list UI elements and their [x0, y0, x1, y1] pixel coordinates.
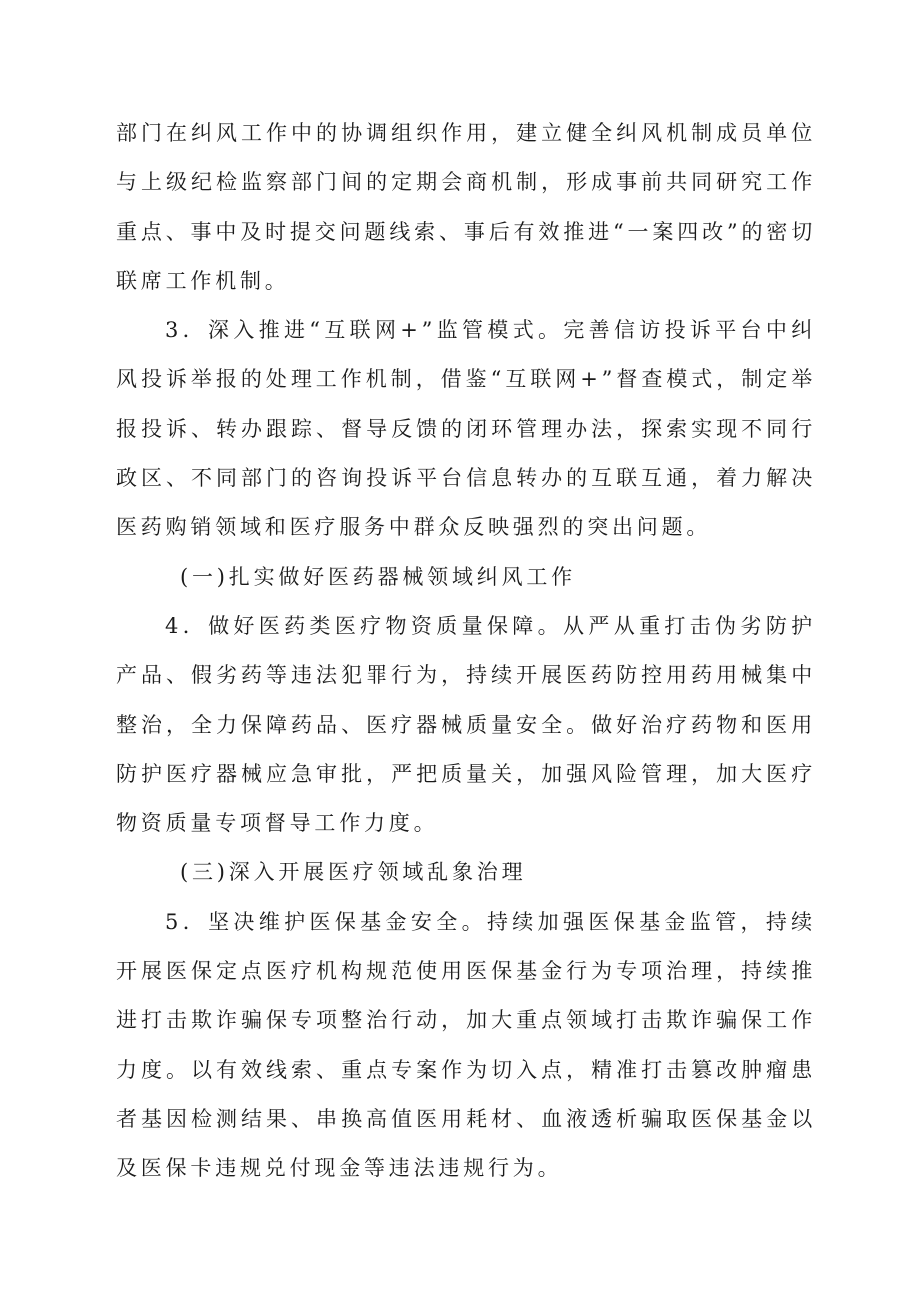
section-heading-medical-disorder: (三)深入开展医疗领域乱象治理: [180, 860, 527, 885]
paragraph-coordination-mechanism: 部门在纠风工作中的协调组织作用，建立健全纠风机制成员单位与上级纪检监察部门间的定期会商机制，形成事前共同研究工作重点、事中及时提交问题线索、事后有效推进“一案四改”的密切联席工作机制。: [116, 121, 816, 293]
section-heading-medical-devices: (一)扎实做好医药器械领域纠风工作: [180, 564, 576, 589]
paragraph-medical-supplies-quality: 4．做好医药类医疗物资质量保障。从严从重打击伪劣防护产品、假劣药等违法犯罪行为，持续开展医药防控用药用械集中整治，全力保障药品、医疗器械质量安全。做好治疗药物和医用防护医疗器械应急审批，严把质量关，加强风险管理，加大医疗物资质量专项督导工作力度。: [116, 613, 816, 836]
paragraph-medical-insurance-fund: 5．坚决维护医保基金安全。持续加强医保基金监管，持续开展医保定点医疗机构规范使用医保基金行为专项治理，持续推进打击欺诈骗保专项整治行动，加大重点领域打击欺诈骗保工作力度。以有效线索、重点专案作为切入点，精准打击篡改肿瘤患者基因检测结果、串换高值医用耗材、血液透析骗取医保基金以及医保卡违规兑付现金等违法违规行为。: [116, 909, 816, 1181]
paragraph-internet-plus-supervision: 3．深入推进“互联网+”监管模式。完善信访投诉平台中纠风投诉举报的处理工作机制，借鉴“互联网+”督查模式，制定举报投诉、转办跟踪、督导反馈的闭环管理办法，探索实现不同行政区、不同部门的咨询投诉平台信息转办的互联互通，着力解决医药购销领域和医疗服务中群众反映强烈的突出问题。: [116, 318, 816, 540]
document-body: [116, 109, 816, 1194]
